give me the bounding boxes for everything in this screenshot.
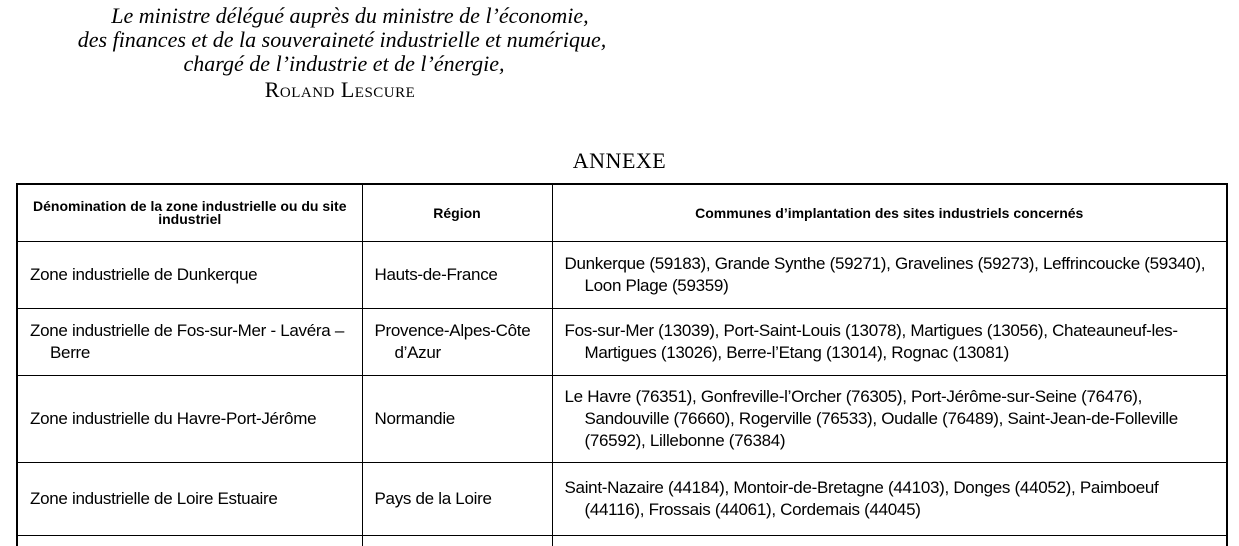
- region-name: Hauts-de-France: [375, 264, 498, 286]
- table-row: [17, 376, 1227, 463]
- table-row: [17, 242, 1227, 309]
- region-name: Provence-Alpes-Côte d’Azur: [375, 320, 542, 364]
- zone-name: Zone industrielle de Loire Estuaire: [30, 488, 277, 510]
- region-name: Pays de la Loire: [375, 488, 492, 510]
- communes-list: Dunkerque (59183), Grande Synthe (59271), Gravelines (59273), Leffrincoucke (59340), Loon Plage (59359): [565, 253, 1217, 297]
- header-region-label: Région: [433, 205, 480, 221]
- region-name: Normandie: [375, 408, 455, 430]
- header-zone-label: Dénomination de la zone industrielle ou du site industriel: [33, 198, 346, 227]
- cell-empty: [362, 536, 552, 546]
- table-row: [17, 463, 1227, 536]
- industrial-zones-table: [16, 183, 1228, 546]
- signature-title-line-3: chargé de l’industrie et de l’énergie,: [0, 52, 700, 76]
- cell-communes: [552, 309, 1227, 376]
- header-communes-label: Communes d’implantation des sites industriels concernés: [695, 205, 1083, 221]
- communes-list: Fos-sur-Mer (13039), Port-Saint-Louis (13078), Martigues (13056), Chateauneuf-les-Martigues (13026), Berre-l’Etang (13014), Rognac (13081): [565, 320, 1217, 364]
- cell-region: [362, 242, 552, 309]
- cell-communes: [552, 463, 1227, 536]
- zone-name: Zone industrielle de Fos-sur-Mer - Lavéra – Berre: [30, 320, 352, 364]
- header-communes: [552, 184, 1227, 242]
- table-row: [17, 309, 1227, 376]
- signatory-name: Roland Lescure: [0, 78, 700, 102]
- communes-list: Saint-Nazaire (44184), Montoir-de-Bretagne (44103), Donges (44052), Paimboeuf (44116), Frossais (44061), Cordemais (44045): [565, 477, 1217, 521]
- cell-zone: [17, 463, 362, 536]
- communes-list: Le Havre (76351), Gonfreville-l’Orcher (76305), Port-Jérôme-sur-Seine (76476), Sandouville (76660), Rogerville (76533), Oudalle (76489), Saint-Jean-de-Folleville (76592), Lillebonne (76384): [565, 386, 1217, 452]
- cell-communes: [552, 376, 1227, 463]
- zone-name: Zone industrielle du Havre-Port-Jérôme: [30, 408, 316, 430]
- header-region: [362, 184, 552, 242]
- table-row-continuation: [17, 536, 1227, 546]
- cell-zone: [17, 309, 362, 376]
- signature-title-line-1: Le ministre délégué auprès du ministre de l’économie,: [0, 4, 700, 28]
- header-zone: [17, 184, 362, 242]
- annex-title: ANNEXE: [0, 148, 1239, 174]
- signature-block: [0, 4, 700, 102]
- cell-zone: [17, 376, 362, 463]
- cell-region: [362, 376, 552, 463]
- zone-name: Zone industrielle de Dunkerque: [30, 264, 257, 286]
- signature-title-line-2: des finances et de la souveraineté industrielle et numérique,: [0, 28, 700, 52]
- cell-zone: [17, 242, 362, 309]
- table-header-row: [17, 184, 1227, 242]
- cell-empty: [552, 536, 1227, 546]
- cell-region: [362, 309, 552, 376]
- cell-empty: [17, 536, 362, 546]
- cell-region: [362, 463, 552, 536]
- cell-communes: [552, 242, 1227, 309]
